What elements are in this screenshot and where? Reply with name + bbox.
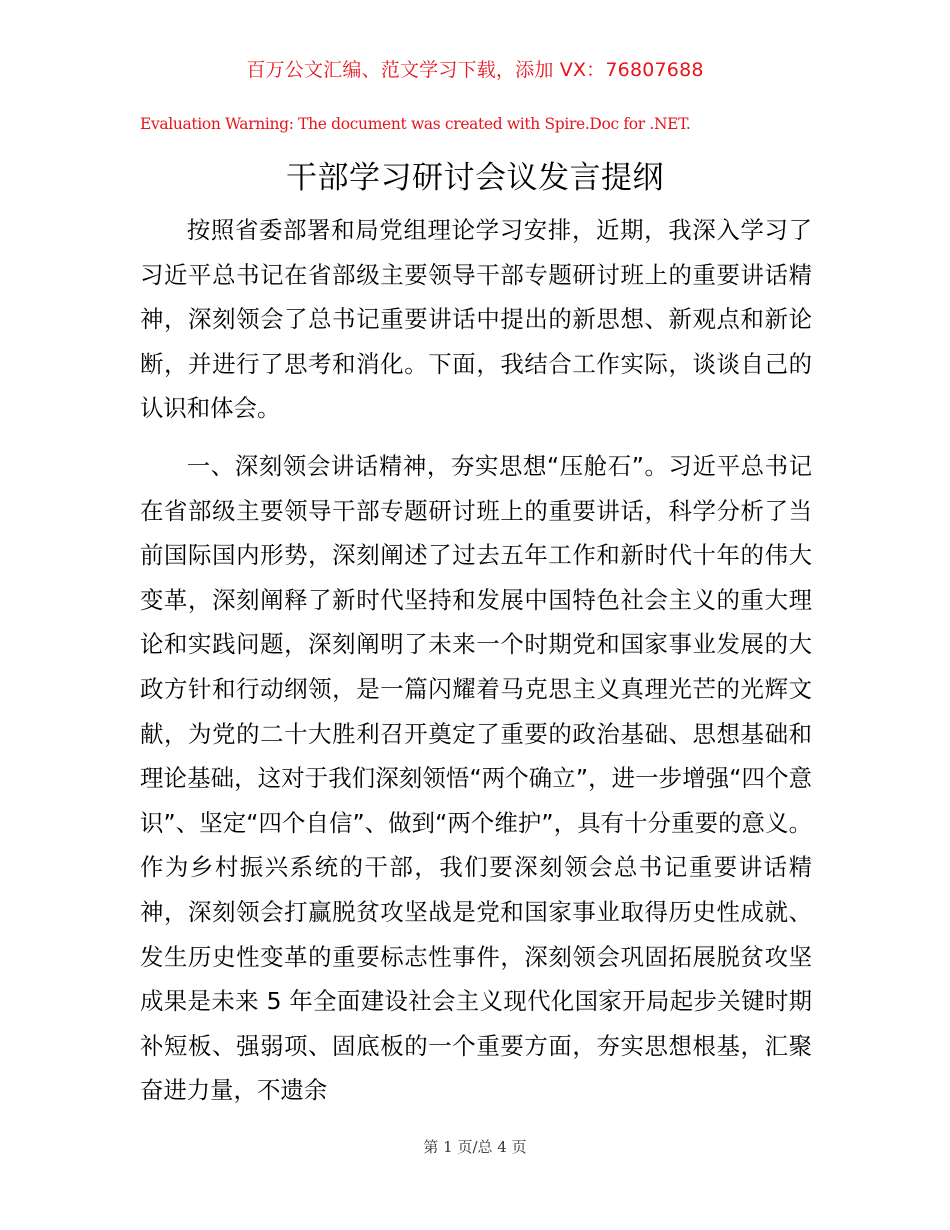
page-indicator: 第 1 页/总 4 页 — [423, 1138, 527, 1156]
section-one-paragraph: 一、深刻领会讲话精神，夯实思想“压舱石”。习近平总书记在省部级主要领导干部专题研讨班上的重要讲话，科学分析了当前国际国内形势，深刻阐述了过去五年工作和新时代十年的伟大变革，深刻阐释了新时代坚持和发展中国特色社会主义的重大理论和实践问题，深刻阐明了未来一个时期党和国家事业发展的大政方针和行动纲领，是一篇闪耀着马克思主义真理光芒的光辉文献，为党的二十大胜利召开奠定了重要的政治基础、思想基础和理论基础，这对于我们深刻领悟“两个确立”，进一步增强“四个意识”、坚定“四个自信”、做到“两个维护”，具有十分重要的意义。作为乡村振兴系统的干部，我们要深刻领会总书记重要讲话精神，深刻领会打赢脱贫攻坚战是党和国家事业取得历史性成就、发生历史性变革的重要标志性事件，深刻领会巩固拓展脱贫攻坚成果是未来 5 年全面建设社会主义现代化国家开局起步关键时期补短板、强弱项、固底板的一个重要方面，夯实思想根基，汇聚奋进力量，不遗余 — [140, 451, 812, 1105]
promo-banner: 百万公文汇编、范文学习下载，添加 VX：76807688 — [246, 59, 704, 81]
evaluation-warning: Evaluation Warning: The document was created with Spire.Doc for .NET. — [140, 115, 691, 133]
intro-paragraph: 按照省委部署和局党组理论学习安排，近期，我深入学习了习近平总书记在省部级主要领导干部专题研讨班上的重要讲话精神，深刻领会了总书记重要讲话中提出的新思想、新观点和新论断，并进行了思考和消化。下面，我结合工作实际，谈谈自己的认识和体会。 — [140, 216, 812, 423]
document-title: 干部学习研讨会议发言提纲 — [286, 160, 664, 196]
document-body — [140, 208, 812, 1113]
